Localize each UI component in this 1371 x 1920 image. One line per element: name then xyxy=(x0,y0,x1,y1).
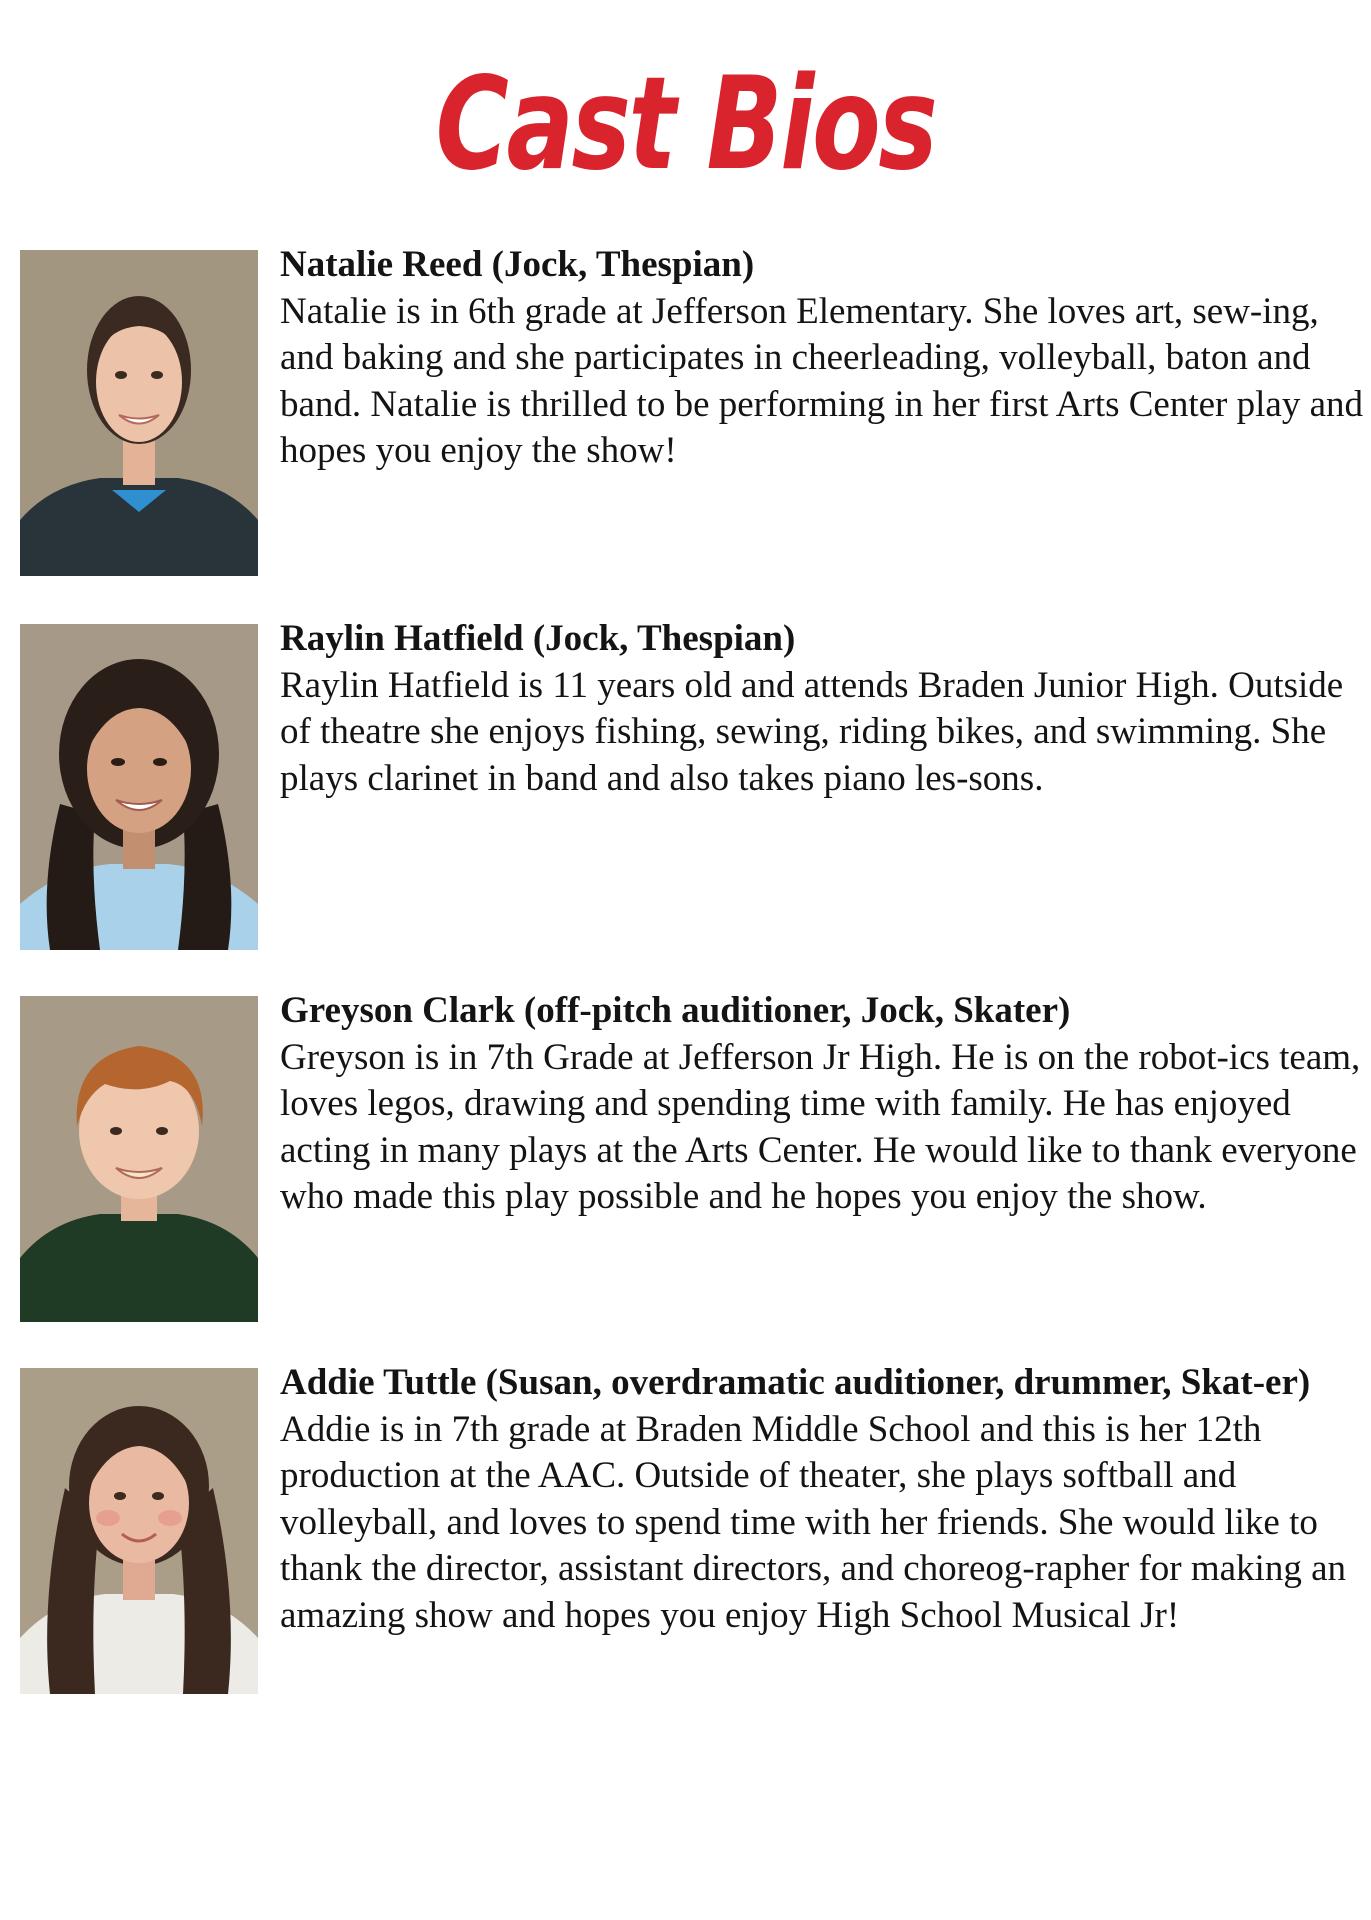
cast-bio-natalie-reed xyxy=(20,244,1363,580)
bio-description: Raylin Hatfield is 11 years old and attends Braden Junior High. Outside of theatre she enjoys fishing, sewing, riding bikes, and swimming. She plays clarinet in band and also takes piano les-sons. xyxy=(280,664,1344,799)
bio-paragraph xyxy=(280,242,1370,475)
headshot-greyson-clark xyxy=(20,996,258,1322)
cast-name: Greyson Clark (off-pitch auditioner, Jock, Skater) xyxy=(280,990,1071,1031)
cast-bio-greyson-clark xyxy=(20,990,1361,1326)
headshot-addie-tuttle xyxy=(20,1368,258,1694)
bio-description: Natalie is in 6th grade at Jefferson Elementary. She loves art, sew-ing, and baking and she participates in cheerleading, volleyball, baton and band. Natalie is thrilled to be performing in her first Arts Center play and hopes you enjoy the show! xyxy=(280,290,1363,471)
cast-bio-raylin-hatfield xyxy=(20,618,1351,954)
bio-paragraph xyxy=(280,616,1370,802)
bio-description: Addie is in 7th grade at Braden Middle School and this is her 12th production at the AAC. Outside of theater, she plays softball and volleyball, and loves to spend time with her friends. She would like to thank the director, assistant directors, and choreog-rapher for making an amazing show and hopes you enjoy High School Musical Jr! xyxy=(280,1408,1346,1636)
cast-name: Raylin Hatfield (Jock, Thespian) xyxy=(280,618,796,659)
headshot-raylin-hatfield xyxy=(20,624,258,950)
headshot-natalie-reed xyxy=(20,250,258,576)
bio-description: Greyson is in 7th Grade at Jefferson Jr High. He is on the robot-ics team, loves legos, drawing and spending time with family. He has enjoyed acting in many plays at the Arts Center. He would like to thank everyone who made this play possible and he hopes you enjoy the show. xyxy=(280,1036,1361,1217)
bio-paragraph xyxy=(280,988,1370,1221)
page-title: Cast Bios xyxy=(435,50,936,199)
bio-paragraph xyxy=(280,1360,1370,1639)
cast-name: Natalie Reed (Jock, Thespian) xyxy=(280,244,755,285)
cast-name: Addie Tuttle (Susan, overdramatic auditioner, drummer, Skat-er) xyxy=(280,1362,1311,1403)
cast-bio-addie-tuttle xyxy=(20,1362,1351,1698)
